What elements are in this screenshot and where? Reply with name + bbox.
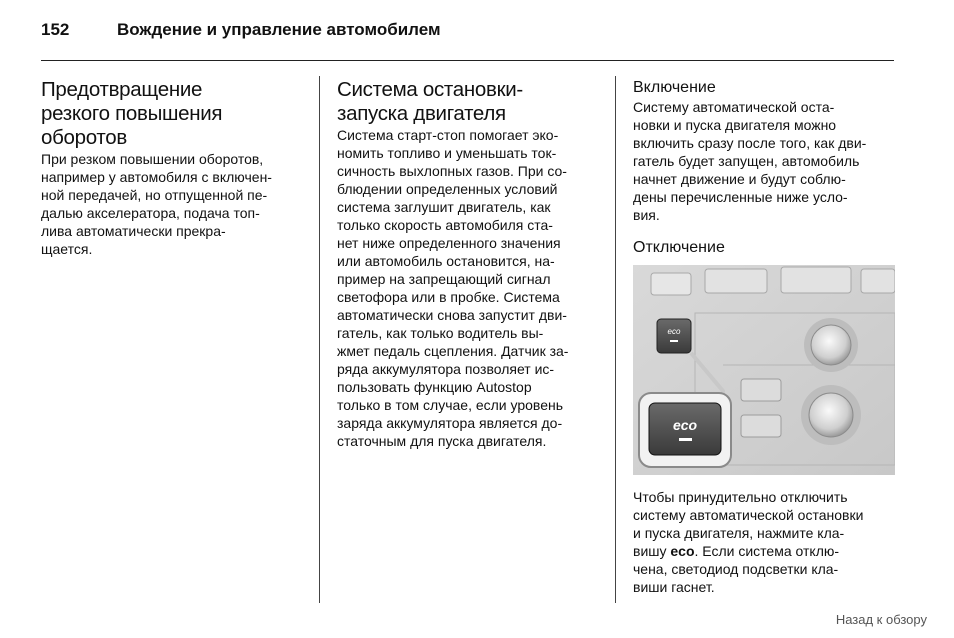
slot-panel xyxy=(651,273,691,295)
eco-led-large xyxy=(679,438,692,441)
heading-enable: Включение xyxy=(633,79,716,96)
heading-disable: Отключение xyxy=(633,239,725,256)
slot-panel xyxy=(781,267,851,293)
eco-button-small[interactable] xyxy=(657,319,691,353)
heading-overrun: Предотвращение резкого повышения оборотов xyxy=(41,78,223,149)
line-with-key: вишу eco. Если система отклю- xyxy=(633,543,840,559)
paragraph-enable: Систему автоматической оста- новки и пуска двигателя можно включить сразу после того, как дви- гатель будет запущен, автомобиль начнет движение и будут соблю- дены перечисленные ниже усло- вия. xyxy=(633,99,867,223)
small-button[interactable] xyxy=(741,415,781,437)
knob-lower[interactable] xyxy=(809,393,853,437)
heading-start-stop: Система остановки- запуска двигателя xyxy=(337,78,523,125)
eco-led-small xyxy=(670,340,678,342)
column-overrun xyxy=(41,78,306,258)
eco-label-large: eco xyxy=(672,417,698,433)
page-number: 152 xyxy=(41,20,70,39)
small-button[interactable] xyxy=(741,379,781,401)
paragraph-disable: Чтобы принудительно отключить систему автоматической остановки и пуска двигателя, нажмите кла- вишу eco. Если система отклю- чена, светодиод подсветки кла- виши гаснет. xyxy=(633,488,898,596)
slot-panel xyxy=(861,269,895,293)
column-divider xyxy=(319,76,320,603)
eco-label-small: eco xyxy=(667,327,681,336)
paragraph-overrun: При резком повышении оборотов, например у автомобиля с включен- ной передачей, но отпущенной пе- далью акселератора, подача топ- лива автоматически прекра- щается. xyxy=(41,151,272,257)
back-to-overview-link[interactable]: Назад к обзору xyxy=(835,612,927,627)
column-divider xyxy=(615,76,616,603)
eco-button-figure xyxy=(633,265,895,475)
chapter-title: Вождение и управление автомобилем xyxy=(117,20,441,39)
column-start-stop xyxy=(337,78,602,450)
paragraph-start-stop: Система старт-стоп помогает эко- номить топливо и уменьшать ток- сичность выхлопных газов. При со- блюдении определенных условий система заглушит двигатель, как только скорость автомобиля ста- нет ниже определенного значения или автомобиль остановится, на- пример на запрещающий сигнал светофора или в пробке. Система автоматически снова запустит дви- гатель, как только водитель вы- жмет педаль сцепления. Датчик за- ряда аккумулятора позволяет ис- пользовать функцию Autostop только в том случае, если уровень заряда аккумулятора является до- статочным для пуска двигателя. xyxy=(337,127,569,449)
knob-upper[interactable] xyxy=(811,325,851,365)
slot-panel xyxy=(705,269,767,293)
eco-key-text: eco xyxy=(670,543,695,559)
column-enable-disable xyxy=(633,78,898,596)
header-rule xyxy=(41,60,894,61)
